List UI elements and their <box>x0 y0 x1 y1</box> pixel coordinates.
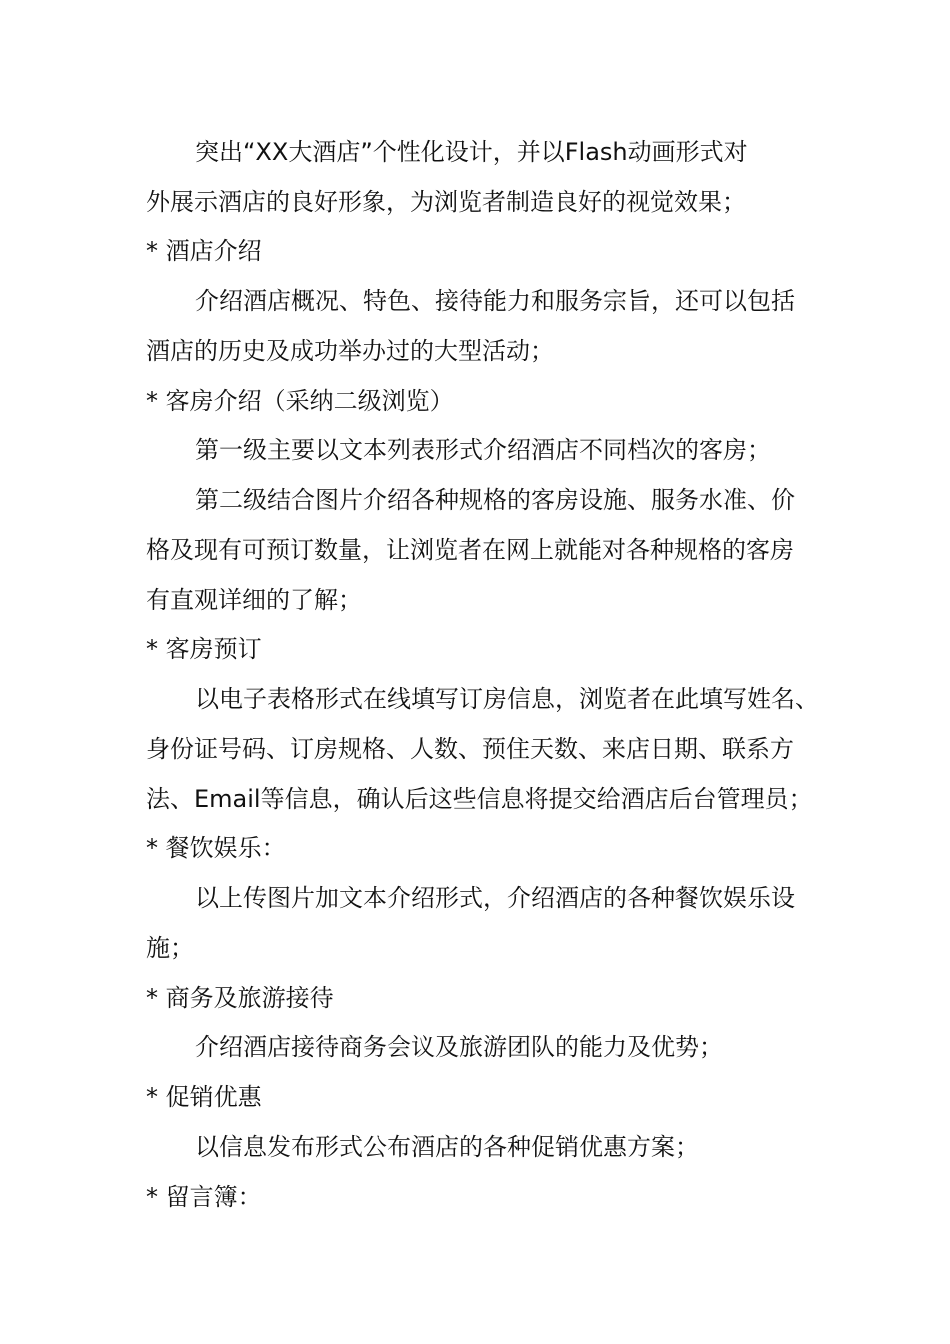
heading-hotel-introduction: * 酒店介绍 <box>146 237 262 265</box>
paragraph-dining-entertainment-line-2: 施； <box>146 934 194 962</box>
paragraph-intro-line-1: 突出“XX大酒店”个性化设计，并以Flash动画形式对 <box>195 138 748 166</box>
paragraph-room-level-two-line-1: 第二级结合图片介绍各种规格的客房设施、服务水准、价 <box>195 486 795 514</box>
heading-promotions: * 促销优惠 <box>146 1083 262 1111</box>
paragraph-room-level-one: 第一级主要以文本列表形式介绍酒店不同档次的客房； <box>195 436 771 464</box>
heading-business-travel-reception: * 商务及旅游接待 <box>146 984 334 1012</box>
heading-room-introduction: * 客房介绍（采纳二级浏览） <box>146 387 454 415</box>
paragraph-room-booking-line-1: 以电子表格形式在线填写订房信息，浏览者在此填写姓名、 <box>195 685 819 713</box>
heading-guestbook: * 留言簿： <box>146 1183 262 1211</box>
paragraph-room-booking-line-3: 法、Email等信息，确认后这些信息将提交给酒店后台管理员； <box>146 785 813 813</box>
paragraph-hotel-introduction-line-1: 介绍酒店概况、特色、接待能力和服务宗旨，还可以包括 <box>195 287 795 315</box>
paragraph-business-travel-reception: 介绍酒店接待商务会议及旅游团队的能力及优势； <box>195 1033 723 1061</box>
paragraph-dining-entertainment-line-1: 以上传图片加文本介绍形式，介绍酒店的各种餐饮娱乐设 <box>195 884 795 912</box>
paragraph-room-booking-line-2: 身份证号码、订房规格、人数、预住天数、来店日期、联系方 <box>146 735 794 763</box>
heading-dining-entertainment: * 餐饮娱乐： <box>146 834 286 862</box>
heading-room-booking: * 客房预订 <box>146 635 262 663</box>
paragraph-room-level-two-line-3: 有直观详细的了解； <box>146 586 362 614</box>
paragraph-intro-line-2: 外展示酒店的良好形象，为浏览者制造良好的视觉效果； <box>146 188 746 216</box>
paragraph-room-level-two-line-2: 格及现有可预订数量，让浏览者在网上就能对各种规格的客房 <box>146 536 794 564</box>
paragraph-promotions: 以信息发布形式公布酒店的各种促销优惠方案； <box>195 1133 699 1161</box>
paragraph-hotel-introduction-line-2: 酒店的历史及成功举办过的大型活动； <box>146 337 554 365</box>
